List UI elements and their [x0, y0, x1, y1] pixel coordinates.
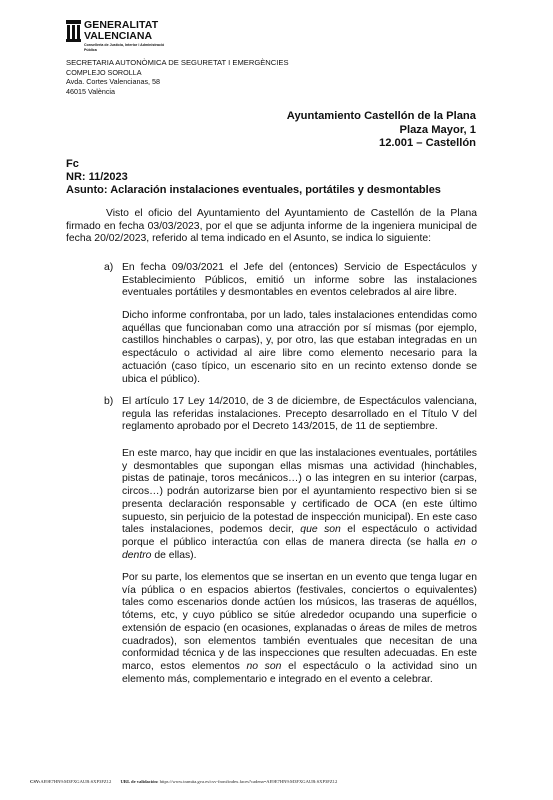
- sender-street: Avda. Cortes Valencianas, 58: [66, 77, 161, 86]
- item-b-marker: b): [104, 396, 114, 407]
- subject-line: Asunto: Aclaración instalaciones eventuales, portátiles y desmontables: [66, 184, 441, 196]
- emphasis-no-son: no son: [246, 660, 282, 672]
- text-run: En este marco, hay que incidir en que las instalaciones eventuales, portátiles y desmontables que supongan ellas mismas una actividad (hinchables, pistas de patinaje, toros mecánicos…) o las integren en su interior (carpas, circos…) podrán autorizarse bien por el ayuntamiento respectivo bien si se presenta declaración responsable y certificado de OCA (en este último supuesto, sin perjuicio de la potestad de inspección municipal). En este caso tales instalaciones, podemos decir,: [122, 448, 477, 536]
- emphasis-que-son: que son: [300, 524, 341, 536]
- item-b-paragraph-1: El artículo 17 Ley 14/2010, de 3 de diciembre, de Espectáculos valenciana, regula las referidas instalaciones. Precepto desarrollado en el Título V del reglamento aprobado por el Decreto 143/2015, de 11 de septiembre.: [122, 396, 477, 433]
- generalitat-emblem-icon: [66, 20, 81, 42]
- csv-value: AE9E7HN9:M3FXGAUB:SXP3FZ12: [40, 779, 112, 784]
- sender-department: SECRETARIA AUTONÒMICA DE SEGURETAT I EMERGÈNCIES: [66, 58, 289, 67]
- logo-text-line2: VALENCIANA: [84, 30, 153, 42]
- recipient-address: [287, 110, 476, 151]
- item-a-marker: a): [104, 262, 114, 273]
- item-a-paragraph-2: Dicho informe confrontaba, por un lado, tales instalaciones entendidas como aquéllas que funcionaban como una atracción por sí mismas (por ejemplo, castillos hinchables o carpas), y, por otro, las que estaban integradas en un espectáculo o actividad al aire libre como elemento necesario para la actuación (caso típico, un escenario sito en un recinto extenso donde se ubica el público).: [122, 310, 477, 385]
- item-a-paragraph-1: En fecha 09/03/2021 el Jefe del (entonces) Servicio de Espectáculos y Establecimiento Públicos, emitió un informe sobre las instalaciones eventuales portátiles y desmontables en eventos celebrados al aire libre.: [122, 262, 477, 299]
- conselleria-name: Conselleria de Justícia, Interior i Administració Pública: [84, 43, 165, 52]
- text-run: Por su parte, los elementos que se insertan en un evento que tenga lugar en vía pública o en espacios abiertos (festivales, conciertos o equivalentes) tales como escenarios donde actúen los músicos, las traseras de aquéllos, tótems, etc, y cuyo público se sitúe alrededor ocupando una superficie o extensión de espacio (en ocasiones, explanadas o áreas de miles de metros cuadrados), son elementos también eventuales que necesitan de una conformidad técnica y de las inspecciones que resulten adecuadas. En este marco, estos elementos: [122, 572, 477, 672]
- recipient-street: Plaza Mayor, 1: [399, 123, 476, 136]
- reference-number: NR: 11/2023: [66, 171, 128, 183]
- csv-label: CSV:: [30, 779, 41, 784]
- generalitat-logo: [66, 18, 226, 62]
- validation-url[interactable]: https://www.tramita.gva.es/csv-front/index.faces?cadena=AE9E7HN9:M3FXGAUB:SXP3FZ12: [159, 779, 338, 784]
- url-label: URL de validación:: [120, 779, 159, 784]
- recipient-city: 12.001 – Castellón: [378, 137, 476, 149]
- item-b-paragraph-2: [122, 448, 477, 562]
- text-run: de ellas).: [151, 549, 197, 561]
- text-run: el espectáculo o actividad porque el público interactúa con ellas de manera directa (se halla: [122, 524, 477, 548]
- emphasis-en-o-dentro: en o dentro: [122, 536, 477, 561]
- sender-building: COMPLEJO SOROLLA: [66, 67, 142, 77]
- reference-code: Fc: [66, 158, 79, 170]
- sender-address: [66, 58, 289, 96]
- item-b-paragraph-3: [122, 572, 477, 686]
- text-run: el espectáculo o la actividad sino un elemento más, complementario e integrado en el evento a celebrar.: [122, 660, 477, 685]
- logo-text-line1: GENERALITAT: [84, 19, 159, 31]
- intro-paragraph: Visto el oficio del Ayuntamiento del Ayuntamiento de Castellón de la Plana firmado en fecha 03/03/2023, por el que se adjunta informe de la ingeniera municipal de fecha 20/02/2023, referido al tema indicado en el Asunto, se indica lo siguiente:: [66, 208, 477, 245]
- sender-city: 46015 València: [66, 86, 116, 96]
- validation-footer: [30, 779, 337, 784]
- document-reference: [66, 158, 441, 197]
- recipient-name: Ayuntamiento Castellón de la Plana: [286, 110, 476, 122]
